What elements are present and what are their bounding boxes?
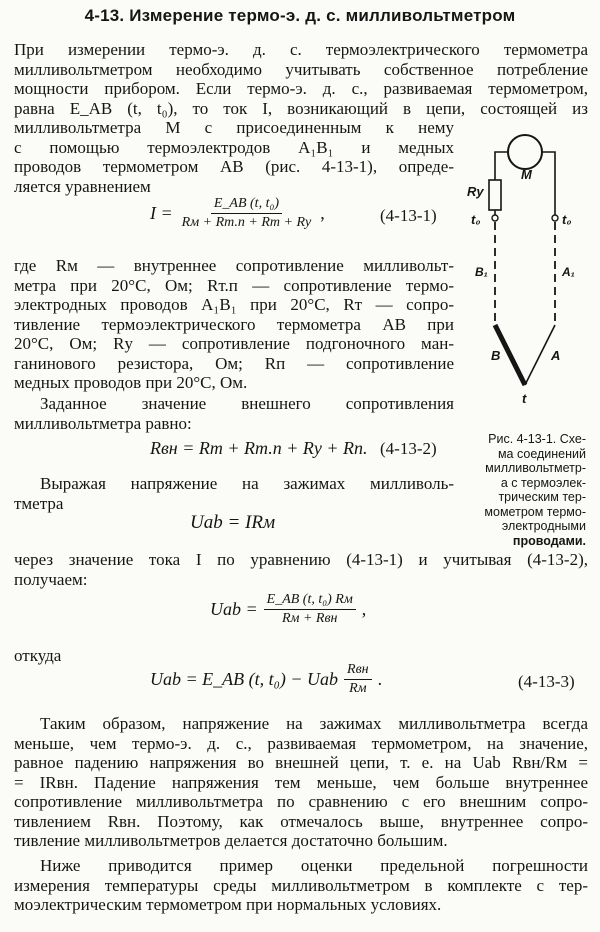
text-line: = IRвн. Падение напряжения тем меньше, чем больше внутреннее [14,772,588,792]
caption-line: ма соединений [497,446,586,461]
equation-4-13-2: Rвн = Rт + Rт.п + Rу + Rп. [150,438,368,458]
equation-uab-fraction [210,592,366,627]
cold-junction-right [552,215,558,221]
text-line: с помощью термоэлектродов A₁B₁ и медных [14,137,454,157]
wire-label-b1: B₁ [475,265,488,279]
caption-line: мометром термо- [484,504,586,519]
equation-4-13-1 [150,196,325,231]
equation-lhs: Uab = E_AB (t, t₀) − Uab [150,669,339,689]
text-line: ляется уравнением [14,176,151,196]
text-line: мощности прибором. Если термо-э. д. с., развиваемая термометром, [14,79,588,98]
junction-label-left: t₀ [471,212,481,227]
text-line: тивление термоэлектрического термометра AB при [14,314,454,334]
fraction-denominator: Rм + Rвн [281,611,338,626]
equation-punct: , [320,203,325,223]
copper-wire-right [542,152,555,215]
wire-label-a1: A₁ [562,265,575,279]
resistor-label: Rу [467,184,484,199]
text-line: тивлением Rвн. Поэтому, как отмечалось выше, внутреннее сопро- [14,811,588,831]
text-line: где Rм — внутреннее сопротивление милливольт- [14,256,454,275]
meter-label: M [521,167,532,182]
text-line: Таким образом, напряжение на зажимах милливольтметра всегда [40,714,588,733]
equation-punct: . [377,669,383,689]
text-line: медных проводов при 20°C, Ом. [14,373,248,392]
fraction-denominator: Rм [349,681,367,696]
text-line: тивление милливольтметров делается достаточно большим. [14,831,448,850]
equation-lhs: I = [150,203,173,223]
text-line: 20°C, Ом; Rу — сопротивление подгоночного ман- [14,334,454,353]
text-line: измерения температуры среды милливольтметром в комплекте с тер- [14,875,588,895]
equation-number: (4-13-3) [518,672,575,691]
text-line: получаем: [14,569,88,589]
caption-line: трическим тер- [498,490,586,504]
caption-line: а с термоэлек- [500,475,586,490]
text-line: При измерении термо-э. д. с. термоэлектрического термометра [14,40,588,59]
caption-line: электродными [501,519,586,533]
equation-uab-irm: Uab = IRм [190,512,276,533]
copper-wire-left [495,152,508,180]
fraction-numerator: E_AB (t, t₀) Rм [264,592,356,610]
caption-line: проводами. [512,533,586,548]
text-line: Выражая напряжение на зажимах милливоль- [40,474,454,493]
text-line: проводов термометром AB (рис. 4-13-1), опреде- [14,157,454,176]
text-line: меньше, чем термо-э. д. с., развиваемая термометром, на значение, [14,733,588,753]
paragraph-external-resistance [14,394,454,433]
equation-number: (4-13-2) [380,439,437,458]
cold-junction-left [492,215,498,221]
fraction-denominator: Rм + Rт.п + Rт + Rу [181,215,312,230]
text-line: равна E_AB (t, t₀), то ток I, возникающий в цепи, состоящей из [14,98,588,118]
text-line: метра при 20°C, Ом; Rт.п — сопротивление термо- [14,275,454,295]
text-line: Ниже приводится пример оценки предельной погрешности [40,856,588,875]
equation-fraction [344,662,372,697]
paragraph-example [14,856,588,915]
text-line: милливольтметром необходимо учитывать собственное потребление [14,59,588,79]
resistor-symbol [489,180,501,210]
paragraph-conclusion [14,714,588,851]
caption-line: милливольтметр- [485,461,586,475]
text-line: сопротивление милливольтметра по сравнению с его внешним сопро- [14,792,588,811]
text-line: Заданное значение внешнего сопротивления [40,394,454,413]
fraction-numerator: Rвн [344,662,372,680]
text-line: тметра [14,493,64,513]
junction-label-right: t₀ [562,212,572,227]
circuit-diagram [455,130,600,420]
equation-4-13-3 [150,662,382,697]
caption-line: Рис. 4-13-1. Схе- [488,432,586,446]
text-line: ганинового резистора, Ом; Rп — сопротивление [14,353,454,373]
text-otkuda: откуда [14,646,62,665]
equation-punct: , [361,599,367,619]
paragraph-definitions [14,256,454,393]
fraction-numerator: E_AB (t, t₀) [211,196,282,214]
electrode-label-b: B [491,348,501,363]
electrode-label-a: A [551,348,561,363]
paragraph-current [14,550,588,589]
paragraph-voltage [14,474,454,513]
hot-junction-label: t [522,391,527,406]
text-line: через значение тока I по уравнению (4-13-1) и учитывая (4-13-2), [14,550,588,569]
text-line: электродных проводов A₁B₁ при 20°C, Rт — сопро- [14,295,454,314]
equation-fraction [264,592,356,627]
equation-lhs: Uab = [210,599,258,619]
equation-fraction [179,196,315,231]
text-line: равное падению напряжения во внешней цепи, т. е. на Uab Rвн/Rм = [14,753,588,772]
figure-caption [400,432,586,548]
section-heading: 4-13. Измерение термо-э. д. с. милливольтметром [84,6,516,25]
text-line: милливольтметра M с присоединенным к нему [14,118,454,137]
text-line: милливольтметра равно: [14,413,192,433]
equation-number: (4-13-1) [380,206,437,225]
millivoltmeter-symbol [508,135,542,169]
text-line: моэлектрическим термометром при нормальных условиях. [14,895,442,914]
